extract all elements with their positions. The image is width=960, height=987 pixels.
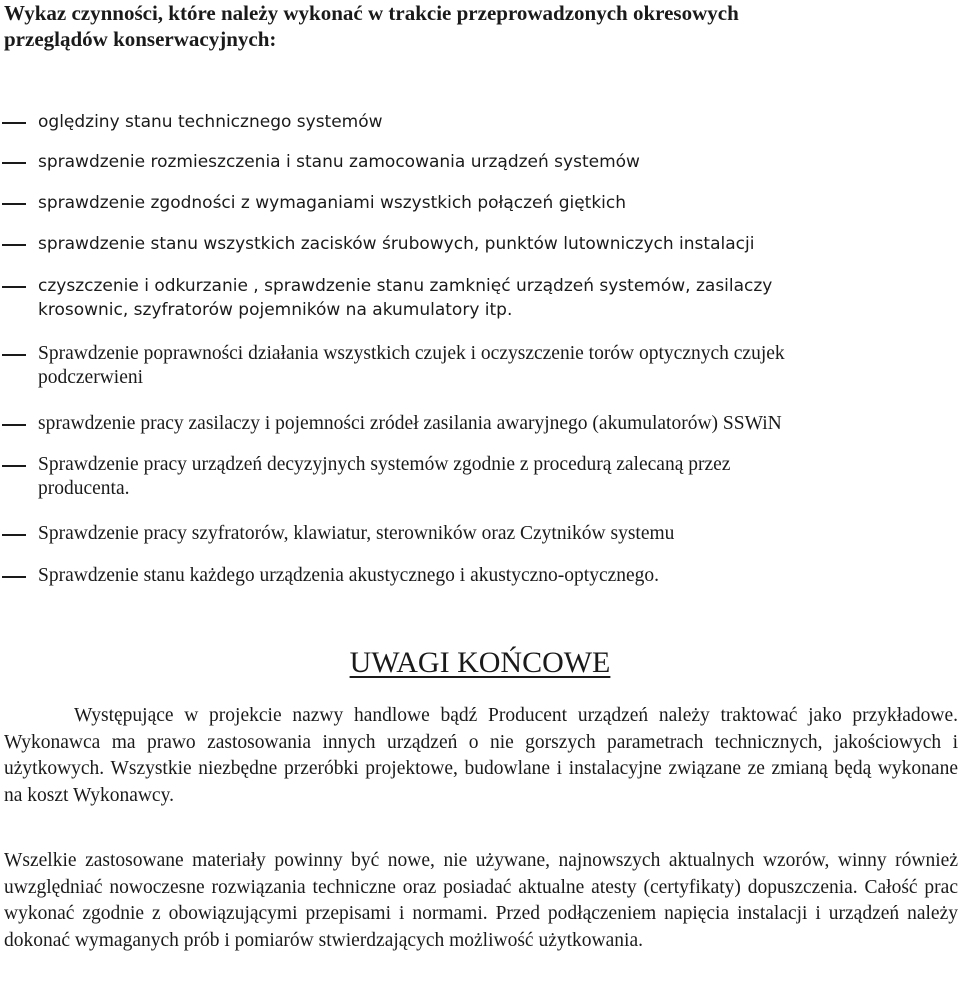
section-heading <box>4 0 956 52</box>
dash-bullet-icon <box>2 424 26 426</box>
task-text: Sprawdzenie poprawności działania wszystkich czujek i oczyszczenie torów optycznych czujek podczerwieni <box>38 343 785 388</box>
dash-bullet-icon <box>2 576 26 578</box>
task-text: Sprawdzenie pracy urządzeń decyzyjnych systemów zgodnie z procedurą zalecaną przez producenta. <box>38 454 731 499</box>
remarks-paragraph-1: Występujące w projekcie nazwy handlowe bądź Producent urządzeń należy traktować jako przykładowe. Wykonawca ma prawo zastosowania innych urządzeń o nie gorszych parametrach technicznych, jakościowych i użytkowych. Wszystkie niezbędne przeróbki projektowe, budowlane i instalacyjne związane ze zmianą będą wykonane na koszt Wykonawcy. <box>4 705 958 806</box>
dash-bullet-icon <box>2 244 26 246</box>
task-text: czyszczenie i odkurzanie , sprawdzenie stanu zamknięć urządzeń systemów, zasilaczy krosownic, szyfratorów pojemników na akumulatory itp. <box>38 276 773 320</box>
dash-bullet-icon <box>2 465 26 467</box>
dash-bullet-icon <box>2 203 26 205</box>
dash-bullet-icon <box>2 534 26 536</box>
heading-line-1: Wykaz czynności, które należy wykonać w trakcie przeprowadzonych okresowych <box>4 1 739 25</box>
task-text: sprawdzenie zgodności z wymaganiami wszystkich połączeń giętkich <box>38 193 627 213</box>
task-text: sprawdzenie stanu wszystkich zacisków śrubowych, punktów lutowniczych instalacji <box>38 234 755 254</box>
task-text: sprawdzenie rozmieszczenia i stanu zamocowania urządzeń systemów <box>38 152 640 172</box>
dash-bullet-icon <box>2 122 26 124</box>
task-text: sprawdzenie pracy zasilaczy i pojemności zródeł zasilania awaryjnego (akumulatorów) SSWiN <box>38 413 782 434</box>
dash-bullet-icon <box>2 162 26 164</box>
dash-bullet-icon <box>2 354 26 356</box>
heading-line-2: przeglądów konserwacyjnych: <box>4 27 277 51</box>
task-text: Sprawdzenie pracy szyfratorów, klawiatur, sterowników oraz Czytników systemu <box>38 523 675 544</box>
task-text: Sprawdzenie stanu każdego urządzenia akustycznego i akustyczno-optycznego. <box>38 565 660 586</box>
dash-bullet-icon <box>2 286 26 288</box>
task-text: oględziny stanu technicznego systemów <box>38 112 383 132</box>
remarks-paragraph-2: Wszelkie zastosowane materiały powinny być nowe, nie używane, najnowszych aktualnych wzorów, winny również uwzględniać nowoczesne rozwiązania techniczne oraz posiadać aktualne atesty (certyfikaty) dopuszczenia. Całość prac wykonać zgodnie z obowiązującymi przepisami i normami. Przed podłączeniem napięcia instalacji i urządzeń należy dokonać wymaganych prób i pomiarów stwierdzających możliwość użytkowania. <box>4 850 958 951</box>
remarks-title: UWAGI KOŃCOWE <box>349 646 611 679</box>
